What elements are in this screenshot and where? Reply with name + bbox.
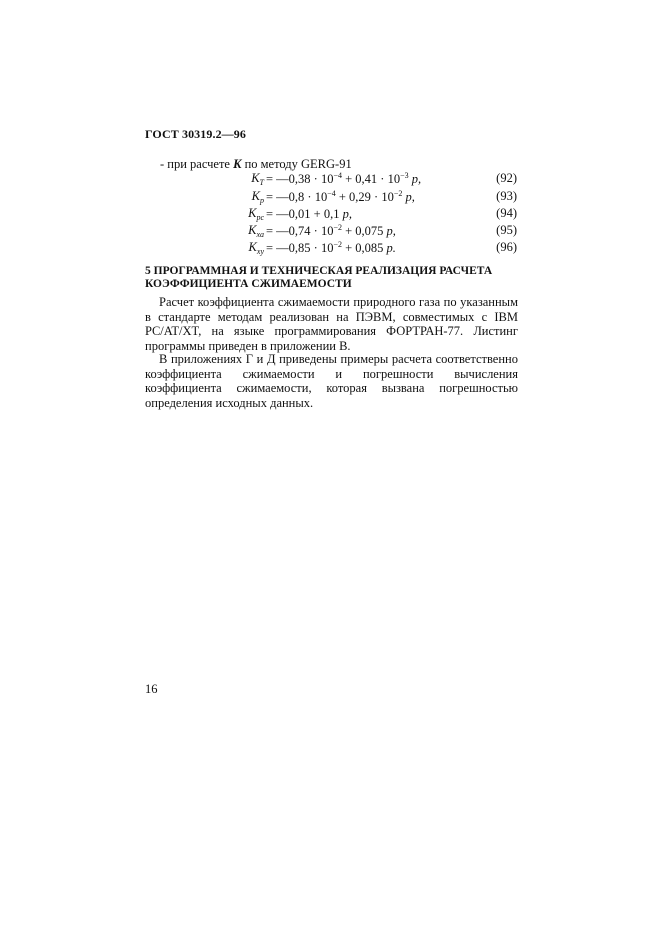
formula-row — [0, 206, 661, 224]
formula-number: (94) — [496, 206, 517, 220]
formula-tail: p, — [408, 172, 422, 186]
formula-symbol: K — [248, 223, 257, 237]
formula-symbol: K — [248, 206, 257, 220]
formula-subscript: p — [260, 196, 264, 205]
paragraph: Расчет коэффициента сжимаемости природного газа по указанным в стандарте методам реализован на ПЭВМ, совместимых с IBM PC/AT/XT, на языке программирования ФОРТРАН-77. Листинг программы приведен в приложении В. — [145, 295, 518, 353]
formula-number: (95) — [496, 223, 517, 237]
formula-symbol: K — [251, 171, 260, 185]
formula-row — [0, 240, 661, 258]
formula-term: + 0,29 · 10 — [335, 190, 394, 204]
formula-exponent: −2 — [333, 240, 342, 249]
formula-tail: p, — [339, 207, 352, 221]
formula-row — [0, 171, 661, 189]
formula-subscript: xa — [256, 230, 264, 239]
formula-intro — [160, 157, 352, 172]
formula-number: (93) — [496, 189, 517, 203]
formula-row — [0, 189, 661, 207]
formula-row — [0, 223, 661, 241]
formula-tail: p, — [402, 190, 415, 204]
intro-prefix: - при расчете — [160, 157, 230, 171]
formula-exponent: −3 — [400, 171, 409, 180]
formula-term: = —0,74 · 10 — [266, 224, 334, 238]
formula-symbol: K — [251, 189, 260, 203]
section-heading: 5 ПРОГРАММНАЯ И ТЕХНИЧЕСКАЯ РЕАЛИЗАЦИЯ РАСЧЕТА КОЭФФИЦИЕНТА СЖИМАЕМОСТИ — [145, 265, 493, 290]
formula-term: + 0,085 — [341, 241, 384, 255]
formula-subscript: рс — [256, 213, 264, 222]
formula-term: = —0,38 · 10 — [266, 172, 334, 186]
formula-term: = —0,01 + 0,1 — [266, 207, 340, 221]
formula-symbol: K — [248, 240, 257, 254]
paragraph: В приложениях Г и Д приведены примеры расчета соответственно коэффициента сжимаемости и погрешности вычисления коэффициента сжимаемости, которая вызвана погрешностью определения исходных данных. — [145, 352, 518, 410]
formula-subscript: xy — [256, 247, 264, 256]
formula-number: (96) — [496, 240, 517, 254]
intro-suffix: по методу GERG-91 — [244, 157, 352, 171]
formula-number: (92) — [496, 171, 517, 185]
page-number: 16 — [145, 682, 158, 696]
formula-exponent: −2 — [393, 189, 403, 198]
formula-term: = —0,8 · 10 — [266, 190, 328, 204]
formula-tail: p. — [383, 241, 396, 255]
document-header: ГОСТ 30319.2—96 — [145, 127, 246, 141]
formula-tail: p, — [383, 224, 396, 238]
formula-subscript: T — [259, 178, 264, 187]
intro-variable: K — [233, 157, 242, 171]
formula-term: + 0,075 — [341, 224, 384, 238]
formula-exponent: −4 — [327, 189, 336, 198]
formula-term: = —0,85 · 10 — [266, 241, 334, 255]
formula-exponent: −2 — [333, 223, 342, 232]
formula-exponent: −4 — [333, 171, 342, 180]
formula-term: + 0,41 · 10 — [341, 172, 401, 186]
